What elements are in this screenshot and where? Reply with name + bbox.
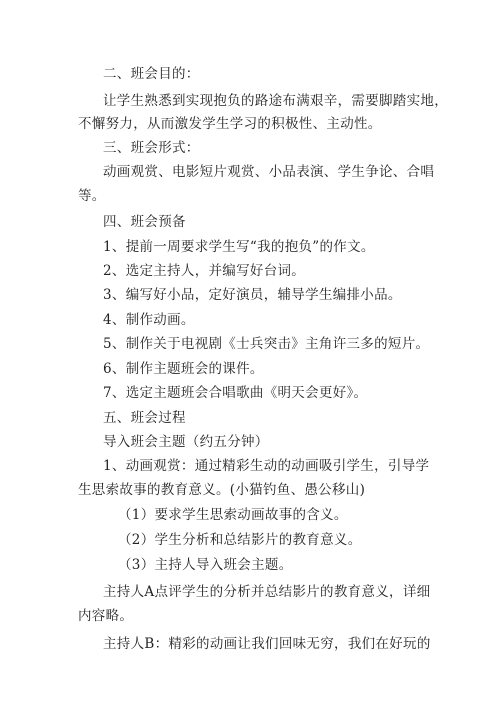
heading-meeting-preparation: 四、班会预备 — [103, 214, 186, 230]
process-item-1-line-1: 1、动画观赏：通过精彩生动的动画吸引学生，引导学 — [103, 458, 430, 474]
heading-meeting-process: 五、班会过程 — [103, 410, 186, 426]
preparation-item-1: 1、提前一周要求学生写“我的抱负”的作文。 — [103, 239, 375, 255]
preparation-item-4: 4、制作动画。 — [103, 312, 195, 328]
preparation-item-5: 5、制作关于电视剧《士兵突击》主角许三多的短片。 — [103, 336, 430, 352]
sub-item-2: （2）学生分析和总结影片的教育意义。 — [118, 532, 362, 548]
preparation-item-7: 7、选定主题班会合唱歌曲《明天会更好》。 — [103, 385, 368, 401]
format-text-line-1: 动画观赏、电影短片观赏、小品表演、学生争论、合唱 — [103, 164, 435, 180]
purpose-text-line-1: 让学生熟悉到实现抱负的路途布满艰辛，需要脚踏实地， — [103, 93, 448, 109]
preparation-item-2: 2、选定主持人，并编写好台词。 — [103, 263, 306, 279]
heading-meeting-purpose: 二、班会目的： — [103, 66, 200, 82]
sub-item-1: （1）要求学生思索动画故事的含义。 — [118, 507, 348, 523]
sub-item-3: （3）主持人导入班会主题。 — [118, 557, 293, 573]
preparation-item-3: 3、编写好小品，定好演员，辅导学生编排小品。 — [103, 287, 402, 303]
format-text-line-2: 等。 — [78, 188, 106, 204]
preparation-item-6: 6、制作主题班会的课件。 — [103, 361, 264, 377]
purpose-text-line-2: 不懈努力，从而激发学生学习的积极性、主动性。 — [78, 116, 382, 132]
host-a-line-2: 内容略。 — [78, 608, 134, 624]
heading-meeting-format: 三、班会形式： — [103, 140, 200, 156]
host-a-line-1: 主持人A点评学生的分析并总结影片的教育意义，详细 — [103, 584, 431, 600]
process-item-1-line-2: 生思索故事的教育意义。(小猫钓鱼、愚公移山) — [78, 482, 366, 498]
host-b-line-1: 主持人B：精彩的动画让我们回味无穷，我们在好玩的 — [103, 636, 431, 652]
intro-topic-line: 导入班会主题（约五分钟） — [103, 434, 269, 450]
